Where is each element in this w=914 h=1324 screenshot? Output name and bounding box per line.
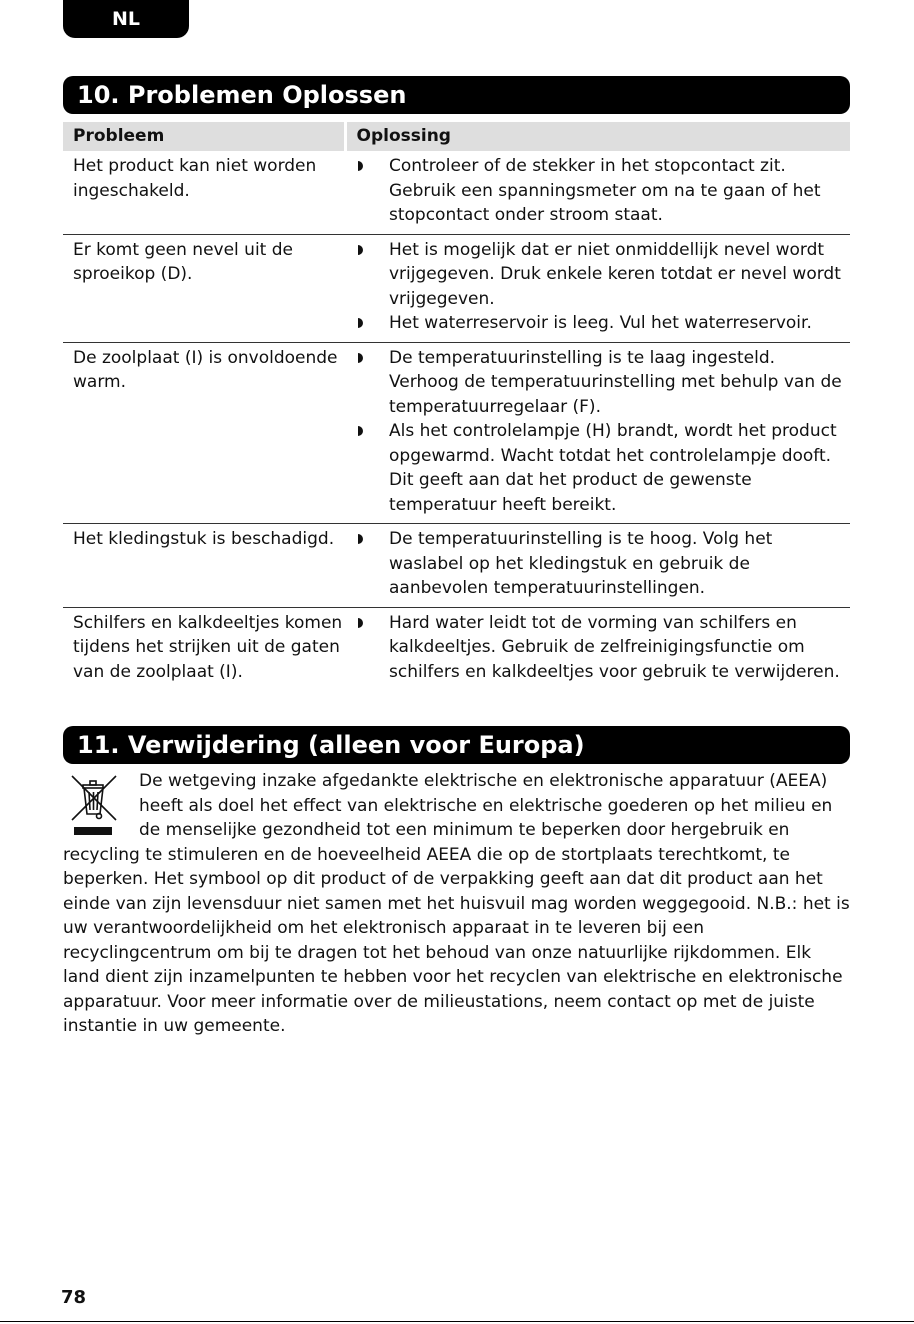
solution-list <box>355 238 850 336</box>
table-row <box>63 607 850 690</box>
solution-list <box>355 154 850 228</box>
solution-cell <box>345 607 850 690</box>
table-header-row <box>63 122 850 151</box>
table-row <box>63 342 850 524</box>
solution-list <box>355 346 850 518</box>
column-header-solution: Oplossing <box>345 122 850 151</box>
solution-item: De temperatuurinstelling is te hoog. Volg het waslabel op het kledingstuk en gebruik de aanbevolen temperatuurinstellingen. <box>355 527 850 601</box>
solution-list <box>355 527 850 601</box>
bottom-rule <box>0 1321 914 1322</box>
problem-cell: Er komt geen nevel uit de sproeikop (D). <box>63 234 345 342</box>
section-11-title: 11. Verwijdering (alleen voor Europa) <box>63 726 850 764</box>
page-number: 78 <box>61 1287 87 1308</box>
solution-cell <box>345 524 850 608</box>
solution-list <box>355 611 850 685</box>
solution-item: Als het controlelampje (H) brandt, wordt het product opgewarmd. Wacht totdat het controlelampje dooft. Dit geeft aan dat het product de gewenste temperatuur heeft bereikt. <box>355 419 850 517</box>
solution-cell <box>345 151 850 234</box>
solution-item: Hard water leidt tot de vorming van schilfers en kalkdeeltjes. Gebruik de zelfreinigingsfunctie om schilfers en kalkdeeltjes voor gebruik te verwijderen. <box>355 611 850 685</box>
table-row <box>63 524 850 608</box>
solution-item: Het is mogelijk dat er niet onmiddellijk nevel wordt vrijgegeven. Druk enkele keren totdat er nevel wordt vrijgegeven. <box>355 238 850 312</box>
troubleshooting-table <box>63 122 850 690</box>
disposal-text-block <box>63 769 853 1039</box>
solution-item: Controleer of de stekker in het stopcontact zit. Gebruik een spanningsmeter om na te gaan of het stopcontact onder stroom staat. <box>355 154 850 228</box>
section-10-title: 10. Problemen Oplossen <box>63 76 850 114</box>
problem-cell: Schilfers en kalkdeeltjes komen tijdens het strijken uit de gaten van de zoolplaat (I). <box>73 612 343 682</box>
problem-cell: De zoolplaat (I) is onvoldoende warm. <box>63 342 345 524</box>
solution-cell <box>345 234 850 342</box>
problem-cell: Het kledingstuk is beschadigd. <box>63 524 345 608</box>
language-tab: NL <box>63 0 189 38</box>
column-header-problem: Probleem <box>63 122 345 151</box>
solution-item: Het waterreservoir is leeg. Vul het waterreservoir. <box>355 311 850 336</box>
problem-cell: Het product kan niet worden ingeschakeld. <box>63 151 345 234</box>
table-row <box>63 234 850 342</box>
disposal-text: De wetgeving inzake afgedankte elektrische en elektronische apparatuur (AEEA) heeft als doel het effect van elektrische en elektrische goederen op het milieu en de menselijke gezondheid tot een minimum te beperken door hergebruik en recycling te stimuleren en de hoeveelheid AEEA die op de stortplaats terechtkomt, te beperken. Het symbool op dit product of de verpakking geeft aan dat dit product aan het einde van zijn levensduur niet samen met het huisvuil mag worden weggegooid. N.B.: het is uw verantwoordelijkheid om het elektronisch apparaat in te leveren bij een recyclingcentrum om bij te dragen tot het behoud van onze natuurlijke rijkdommen. Elk land dient zijn inzamelpunten te hebben voor het recyclen van elektrische en elektronische apparatuur. Voor meer informatie over de milieustations, neem contact op met de juiste instantie in uw gemeente. <box>63 771 850 1036</box>
solution-item: De temperatuurinstelling is te laag ingesteld. Verhoog de temperatuurinstelling met behulp van de temperatuurregelaar (F). <box>355 346 850 420</box>
table-row <box>63 151 850 234</box>
solution-cell <box>345 342 850 524</box>
